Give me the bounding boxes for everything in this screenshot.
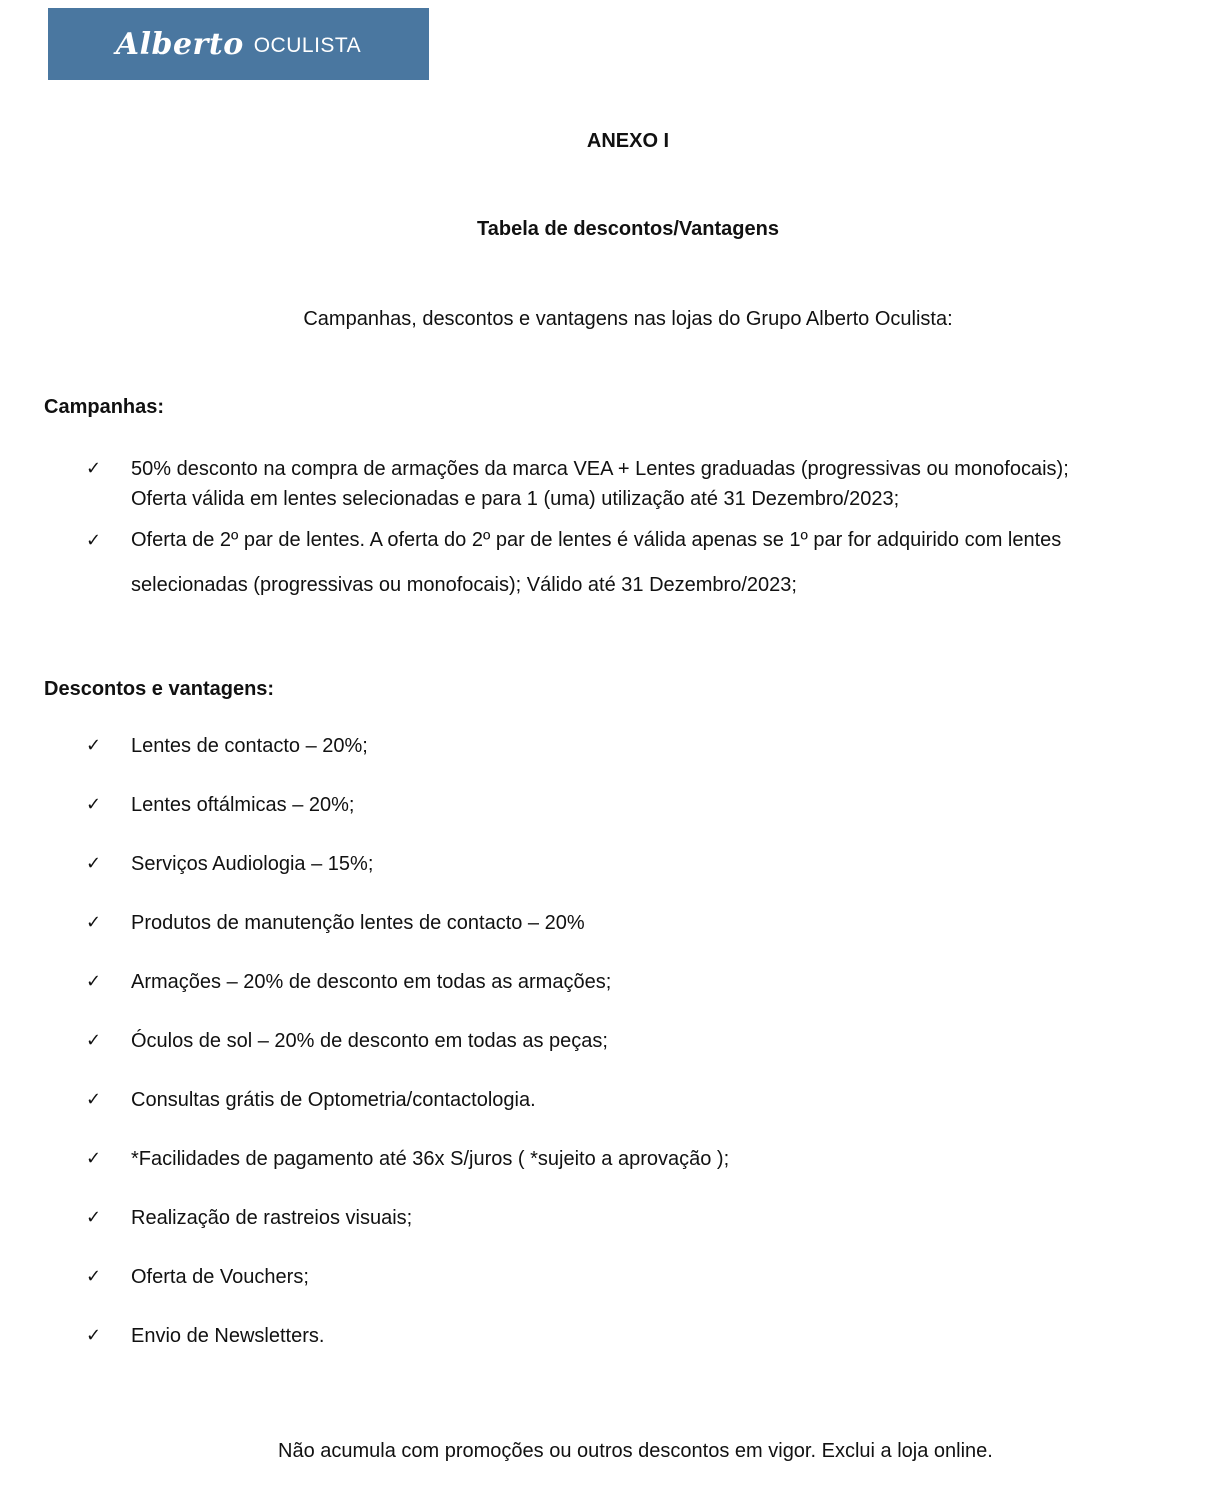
- checkmark-icon: ✓: [86, 1325, 102, 1346]
- discount-item: [86, 1085, 536, 1115]
- checkmark-icon: ✓: [86, 458, 102, 479]
- checkmark-icon: ✓: [86, 1266, 102, 1287]
- discounts-heading: Descontos e vantagens:: [44, 678, 275, 700]
- campaign-item-line: 50% desconto na compra de armações da marca VEA + Lentes graduadas (progressivas ou monofocais);: [131, 458, 1069, 480]
- discount-item: [86, 1203, 412, 1233]
- discount-item-text: Produtos de manutenção lentes de contacto – 20%: [131, 912, 585, 934]
- discount-item: [86, 1026, 608, 1056]
- campaign-item: [86, 518, 1061, 608]
- checkmark-icon: ✓: [86, 1207, 102, 1228]
- discount-item: [86, 790, 354, 820]
- discount-item: [86, 1262, 309, 1292]
- campaign-item-line: Oferta válida em lentes selecionadas e para 1 (uma) utilização até 31 Dezembro/2023;: [131, 488, 900, 510]
- checkmark-icon: ✓: [86, 530, 102, 551]
- discount-item-text: Oferta de Vouchers;: [131, 1266, 309, 1288]
- checkmark-icon: ✓: [86, 794, 102, 815]
- company-logo: [48, 8, 429, 80]
- checkmark-icon: ✓: [86, 735, 102, 756]
- intro-text: Campanhas, descontos e vantagens nas lojas do Grupo Alberto Oculista:: [303, 308, 953, 330]
- discount-item-text: Lentes de contacto – 20%;: [131, 735, 368, 757]
- campaign-item-line: selecionadas (progressivas ou monofocais); Válido até 31 Dezembro/2023;: [131, 574, 797, 596]
- campaign-item-line: Oferta de 2º par de lentes. A oferta do 2º par de lentes é válida apenas se 1º par for adquirido com lentes: [131, 529, 1062, 551]
- campaigns-heading: Campanhas:: [44, 396, 165, 418]
- discount-item: [86, 967, 611, 997]
- logo-caps-text: OCULISTA: [253, 34, 362, 57]
- footer-note: Não acumula com promoções ou outros descontos em vigor. Exclui a loja online.: [278, 1440, 993, 1462]
- discount-item-text: Lentes oftálmicas – 20%;: [131, 794, 355, 816]
- checkmark-icon: ✓: [86, 1030, 102, 1051]
- checkmark-icon: ✓: [86, 853, 102, 874]
- discount-item: [86, 731, 368, 761]
- logo-script-text: Alberto: [115, 26, 244, 62]
- discount-item-text: Serviços Audiologia – 15%;: [131, 853, 374, 875]
- checkmark-icon: ✓: [86, 1148, 102, 1169]
- document-subtitle: Tabela de descontos/Vantagens: [477, 218, 779, 240]
- discount-item-text: Consultas grátis de Optometria/contactologia.: [131, 1089, 536, 1111]
- discount-item-text: Óculos de sol – 20% de desconto em todas as peças;: [131, 1030, 608, 1052]
- checkmark-icon: ✓: [86, 912, 102, 933]
- discount-item: [86, 1144, 729, 1174]
- checkmark-icon: ✓: [86, 1089, 102, 1110]
- discount-item: [86, 1321, 324, 1351]
- discount-item: [86, 849, 373, 879]
- campaign-item: [86, 454, 1069, 514]
- annex-title: ANEXO I: [586, 130, 670, 152]
- discount-item-text: Envio de Newsletters.: [131, 1325, 325, 1347]
- discount-item-text: Realização de rastreios visuais;: [131, 1207, 413, 1229]
- discount-item-text: *Facilidades de pagamento até 36x S/juros ( *sujeito a aprovação );: [131, 1148, 730, 1170]
- discount-item-text: Armações – 20% de desconto em todas as armações;: [131, 971, 612, 993]
- checkmark-icon: ✓: [86, 971, 102, 992]
- discount-item: [86, 908, 585, 938]
